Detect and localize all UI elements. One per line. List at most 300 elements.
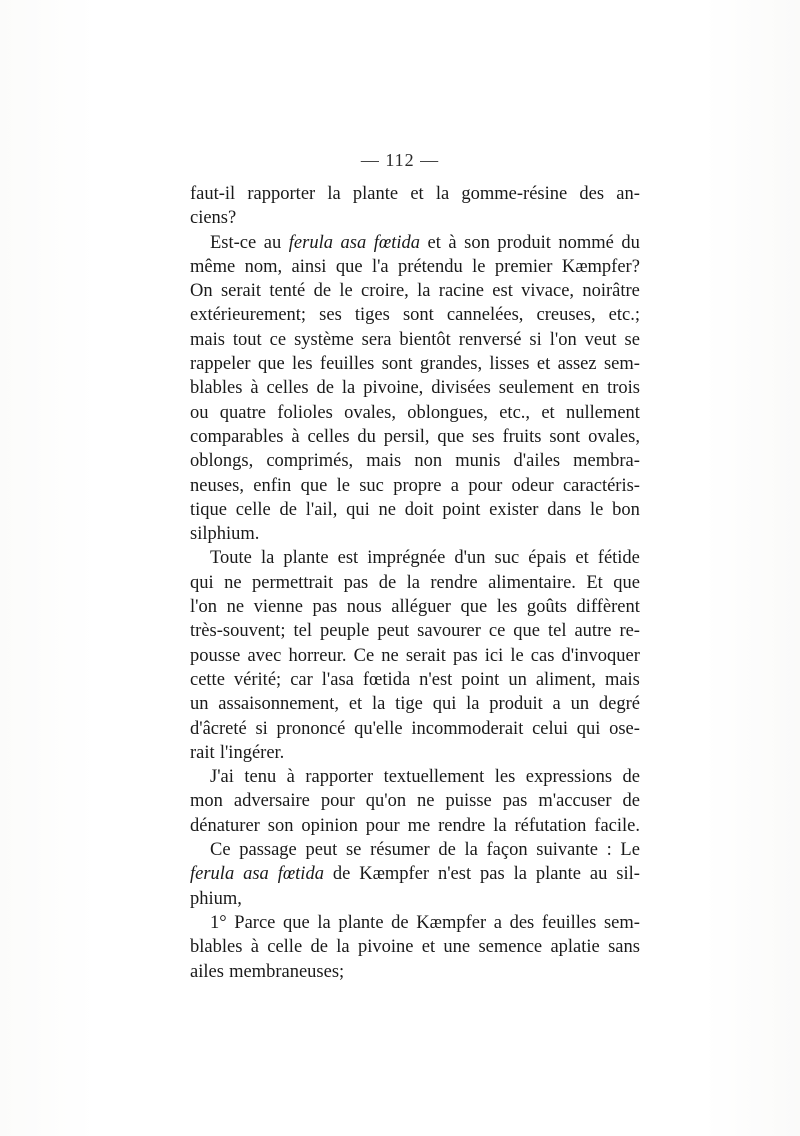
word: J'ai — [210, 767, 234, 788]
word: en — [581, 378, 600, 399]
word: premier — [494, 256, 553, 277]
word: que — [335, 256, 363, 277]
word: me — [407, 815, 431, 836]
word: Parce — [234, 912, 276, 933]
word: produit — [489, 694, 543, 715]
word: de — [316, 378, 334, 399]
word: asa — [243, 864, 269, 885]
word: l'ingérer. — [219, 742, 285, 763]
word: tenté — [269, 281, 306, 302]
word: opinion — [301, 815, 358, 836]
word: pas — [452, 645, 478, 666]
word: fœtida — [277, 864, 324, 885]
word: le — [336, 475, 350, 496]
word: que — [513, 621, 540, 642]
word: au — [263, 232, 282, 253]
word: de — [378, 572, 397, 593]
word: la — [260, 548, 275, 569]
text-line — [190, 668, 640, 692]
word: l'on — [190, 597, 217, 618]
word: assez — [557, 354, 597, 375]
word: réfutation — [514, 815, 587, 836]
word: et — [421, 937, 436, 958]
word: blables — [190, 378, 243, 399]
word: ne — [378, 499, 396, 520]
text-line — [190, 449, 640, 473]
word: serait — [220, 281, 261, 302]
word: celles — [307, 426, 350, 447]
word: est — [492, 281, 513, 302]
word: si — [529, 329, 542, 350]
word: sil- — [616, 864, 640, 885]
word: et — [541, 402, 555, 423]
word: imprégnée — [367, 548, 446, 569]
word: asa — [340, 232, 367, 253]
word: lisses — [489, 354, 530, 375]
text-line — [190, 692, 640, 716]
word: Ce — [210, 840, 231, 861]
word: horreur. — [288, 645, 347, 666]
word: d'invoquer — [561, 645, 640, 666]
word: assaisonnement, — [218, 694, 340, 715]
word: veut — [584, 329, 617, 350]
word: expressions — [525, 767, 613, 788]
word: pousse — [190, 645, 241, 666]
word: ciens? — [190, 208, 237, 229]
text-line — [190, 887, 640, 911]
word: ailes — [190, 961, 224, 982]
word: et — [410, 184, 424, 204]
word: ose- — [609, 718, 640, 739]
word: plante — [535, 864, 582, 885]
word: des — [509, 912, 535, 933]
word: fœtida — [362, 669, 411, 690]
text-line — [190, 255, 640, 279]
word: à — [286, 767, 295, 788]
word: ici — [484, 645, 504, 666]
word: nommé — [558, 232, 614, 253]
word: le — [589, 499, 604, 520]
word: pour — [468, 475, 503, 496]
word: peuple — [320, 621, 370, 642]
word: propre — [393, 475, 442, 496]
word: ovales, — [588, 426, 640, 447]
word: ne — [381, 645, 399, 666]
word: m'accuser — [538, 791, 612, 812]
word: façon — [486, 840, 528, 861]
word: ne — [226, 597, 245, 618]
text-line — [190, 401, 640, 425]
word: membraneuses; — [229, 961, 345, 982]
word: aliment, — [535, 669, 596, 690]
word: de — [622, 791, 640, 812]
word: nous — [346, 597, 382, 618]
text-line — [190, 376, 640, 400]
text-line — [190, 328, 640, 352]
word: mais — [190, 329, 225, 350]
word: rappeler — [190, 354, 251, 375]
word: persil, — [383, 426, 430, 447]
word: feuilles — [319, 354, 375, 375]
word: si — [255, 718, 268, 739]
word: Toute — [210, 548, 252, 569]
word: tout — [232, 329, 262, 350]
word: d'âcreté — [190, 718, 247, 739]
text-line — [190, 960, 640, 984]
word: facile. — [594, 815, 640, 836]
word: munis — [455, 451, 501, 472]
word: adversaire — [233, 791, 310, 812]
word: qui — [346, 499, 370, 520]
text-line — [190, 303, 640, 327]
word: ne — [417, 791, 435, 812]
word: l'ail, — [305, 499, 338, 520]
word: système — [294, 329, 354, 350]
word: rait — [190, 742, 215, 763]
word: le — [339, 281, 353, 302]
word: une — [443, 937, 471, 958]
text-line — [190, 595, 640, 619]
word: vivace, — [521, 281, 575, 302]
word: car — [290, 669, 313, 690]
text-line — [190, 765, 640, 789]
word: renversé — [458, 329, 522, 350]
word: de — [622, 767, 640, 788]
word: ferula — [288, 232, 333, 253]
word: dans — [547, 499, 582, 520]
word: neuses, — [190, 475, 244, 496]
word: les — [494, 767, 516, 788]
word: pour — [365, 815, 400, 836]
word: aplatie — [550, 937, 600, 958]
text-line — [190, 425, 640, 449]
word: de — [313, 281, 332, 302]
word: du — [357, 426, 376, 447]
word: est — [337, 548, 359, 569]
word: textuellement — [383, 767, 485, 788]
word: à — [250, 378, 259, 399]
word: alléguer — [391, 597, 451, 618]
word: ainsi — [291, 256, 327, 277]
word: n'est — [437, 864, 472, 885]
word: l'on — [549, 329, 577, 350]
word: extérieurement; — [190, 305, 307, 326]
word: vérité; — [233, 669, 282, 690]
word: produit — [497, 232, 551, 253]
text-line — [190, 474, 640, 498]
word: bientôt — [399, 329, 451, 350]
word: la — [513, 864, 527, 885]
word: mais — [604, 669, 640, 690]
word: l'asa — [321, 669, 354, 690]
text-line — [190, 182, 640, 206]
page-number: — 112 — — [360, 150, 440, 170]
word: de — [310, 937, 328, 958]
word: tel — [293, 621, 313, 642]
word: Et — [586, 572, 603, 593]
word: au — [589, 864, 608, 885]
text-line — [190, 571, 640, 595]
word: incommoderait — [411, 718, 524, 739]
word: point — [442, 499, 481, 520]
word: d'ailes — [513, 451, 561, 472]
word: trois — [607, 378, 640, 399]
word: du — [621, 232, 640, 253]
word: un — [570, 694, 590, 715]
word: suc — [359, 475, 384, 496]
word: exister — [489, 499, 539, 520]
word: les — [292, 354, 313, 375]
word: se — [624, 329, 640, 350]
word: la — [417, 281, 431, 302]
text-line — [190, 546, 640, 570]
word: pas — [502, 791, 528, 812]
word: ce — [269, 329, 287, 350]
word: folioles — [277, 402, 333, 423]
word: épais — [528, 548, 567, 569]
word: fétide — [597, 548, 640, 569]
word: la — [327, 184, 341, 204]
word: avec — [247, 645, 282, 666]
word: que — [257, 354, 285, 375]
word: pour — [320, 791, 355, 812]
text-line — [190, 279, 640, 303]
word: fruits — [502, 426, 542, 447]
word: rendre — [430, 572, 478, 593]
word: nom, — [244, 256, 283, 277]
word: gomme-résine — [461, 184, 568, 204]
word: : — [606, 840, 612, 861]
text-line — [190, 789, 640, 813]
text-line — [190, 911, 640, 935]
word: ses — [319, 305, 342, 326]
word: Kæmpfer — [359, 864, 430, 885]
word: de — [332, 864, 351, 885]
word: comparables — [190, 426, 284, 447]
word: nullement — [565, 402, 640, 423]
word: Le — [620, 840, 640, 861]
text-line — [190, 644, 640, 668]
word: qui — [190, 572, 214, 593]
word: point — [461, 669, 500, 690]
word: la — [493, 815, 507, 836]
word: que — [300, 475, 328, 496]
word: feuilles — [541, 912, 597, 933]
word: un — [190, 694, 209, 715]
word: cas — [530, 645, 555, 666]
word: bon — [612, 499, 640, 520]
text-line — [190, 741, 640, 765]
word: ferula — [190, 864, 235, 885]
word: tige — [395, 694, 423, 715]
word: grandes, — [419, 354, 483, 375]
word: qu'on — [365, 791, 407, 812]
word: odeur — [511, 475, 554, 496]
word: que — [437, 426, 465, 447]
word: enfin — [253, 475, 292, 496]
word: peut — [377, 621, 410, 642]
word: sont — [549, 426, 581, 447]
word: caractéris- — [562, 475, 640, 496]
word: la — [435, 184, 450, 204]
word: a — [450, 475, 460, 496]
word: a — [493, 912, 502, 933]
text-line — [190, 522, 640, 546]
word: pivoine — [357, 937, 414, 958]
word: tenu — [244, 767, 277, 788]
word: sera — [361, 329, 392, 350]
word: même — [190, 256, 236, 277]
word: que — [613, 572, 640, 593]
word: a — [552, 694, 561, 715]
word: de — [438, 840, 456, 861]
word: alimentaire. — [488, 572, 576, 593]
word: plante — [338, 912, 384, 933]
word: racine — [438, 281, 484, 302]
word: que — [460, 597, 488, 618]
word: vienne — [253, 597, 303, 618]
body-text — [190, 182, 640, 984]
word: croire, — [361, 281, 409, 302]
word: pas — [312, 597, 338, 618]
word: silphium. — [190, 524, 260, 545]
word: celui — [532, 718, 569, 739]
text-line — [190, 231, 640, 255]
word: autre — [574, 621, 612, 642]
word: plante — [352, 184, 399, 204]
word: mais — [366, 451, 402, 472]
word: n'est — [419, 669, 453, 690]
word: tiges — [354, 305, 390, 326]
word: la — [372, 694, 386, 715]
word: sans — [608, 937, 640, 958]
word: pivoine, — [363, 378, 424, 399]
word: plante — [283, 548, 329, 569]
word: degré — [598, 694, 640, 715]
word: un — [508, 669, 527, 690]
word: et — [427, 232, 441, 253]
word: dénaturer — [190, 815, 260, 836]
word: ovales, — [344, 402, 396, 423]
word: serait — [405, 645, 446, 666]
word: ses — [471, 426, 495, 447]
word: ne — [224, 572, 242, 593]
word: cette — [190, 669, 225, 690]
word: blables — [190, 937, 243, 958]
word: le — [510, 645, 524, 666]
word: la — [464, 840, 478, 861]
word: d'un — [454, 548, 486, 569]
word: oblongs, — [190, 451, 254, 472]
word: 1° — [210, 912, 227, 933]
word: son — [464, 232, 490, 253]
word: ou — [190, 402, 209, 423]
word: etc.; — [608, 305, 640, 326]
word: peut — [305, 840, 338, 861]
word: de — [279, 499, 297, 520]
word: se — [345, 840, 362, 861]
word: tel — [547, 621, 567, 642]
word: oblongues, — [407, 402, 488, 423]
word: le — [472, 256, 486, 277]
word: On — [190, 281, 213, 302]
word: diffèrent — [576, 597, 640, 618]
word: la — [406, 572, 420, 593]
word: suc — [494, 548, 520, 569]
word: re- — [619, 621, 640, 642]
word: rendre — [438, 815, 486, 836]
word: permettrait — [251, 572, 334, 593]
word: mon — [190, 791, 223, 812]
word: goûts — [526, 597, 567, 618]
text-line — [190, 206, 640, 230]
word: qui — [432, 694, 457, 715]
word: sont — [381, 354, 413, 375]
word: l'a — [371, 256, 389, 277]
text-line — [190, 814, 640, 838]
word: Est-ce — [210, 232, 257, 253]
word: qui — [576, 718, 601, 739]
word: pas — [343, 572, 369, 593]
word: tique — [190, 499, 227, 520]
word: Kæmpfer? — [561, 256, 640, 277]
word: non — [414, 451, 443, 472]
word: sont — [402, 305, 434, 326]
text-line — [190, 352, 640, 376]
word: phium, — [190, 888, 242, 909]
word: et — [348, 694, 363, 715]
word: prétendu — [398, 256, 463, 277]
word: faut-il — [190, 184, 236, 204]
text-line — [190, 717, 640, 741]
word: son — [267, 815, 294, 836]
word: etc., — [499, 402, 531, 423]
word: suivante — [536, 840, 598, 861]
word: quatre — [219, 402, 267, 423]
text-line — [190, 935, 640, 959]
word: résumer — [370, 840, 430, 861]
word: Ce — [353, 645, 375, 666]
text-line — [190, 498, 640, 522]
word: sem- — [603, 912, 640, 933]
word: celles — [266, 378, 309, 399]
word: et — [575, 548, 589, 569]
text-line — [190, 619, 640, 643]
word: an- — [616, 184, 640, 204]
word: semence — [478, 937, 543, 958]
word: les — [496, 597, 518, 618]
word: à — [448, 232, 457, 253]
word: et — [536, 354, 551, 375]
word: à — [250, 937, 259, 958]
word: pas — [480, 864, 505, 885]
word: la — [341, 378, 356, 399]
word: que — [283, 912, 310, 933]
word: noirâtre — [582, 281, 640, 302]
word: divisées — [431, 378, 491, 399]
word: de — [391, 912, 409, 933]
word: Kæmpfer — [416, 912, 487, 933]
word: qu'elle — [354, 718, 403, 739]
word: sem- — [603, 354, 640, 375]
word: la — [317, 912, 331, 933]
word: prononcé — [276, 718, 346, 739]
word: à — [291, 426, 300, 447]
word: passage — [239, 840, 297, 861]
word: puisse — [445, 791, 492, 812]
word: savourer — [417, 621, 481, 642]
word: celle — [267, 937, 303, 958]
